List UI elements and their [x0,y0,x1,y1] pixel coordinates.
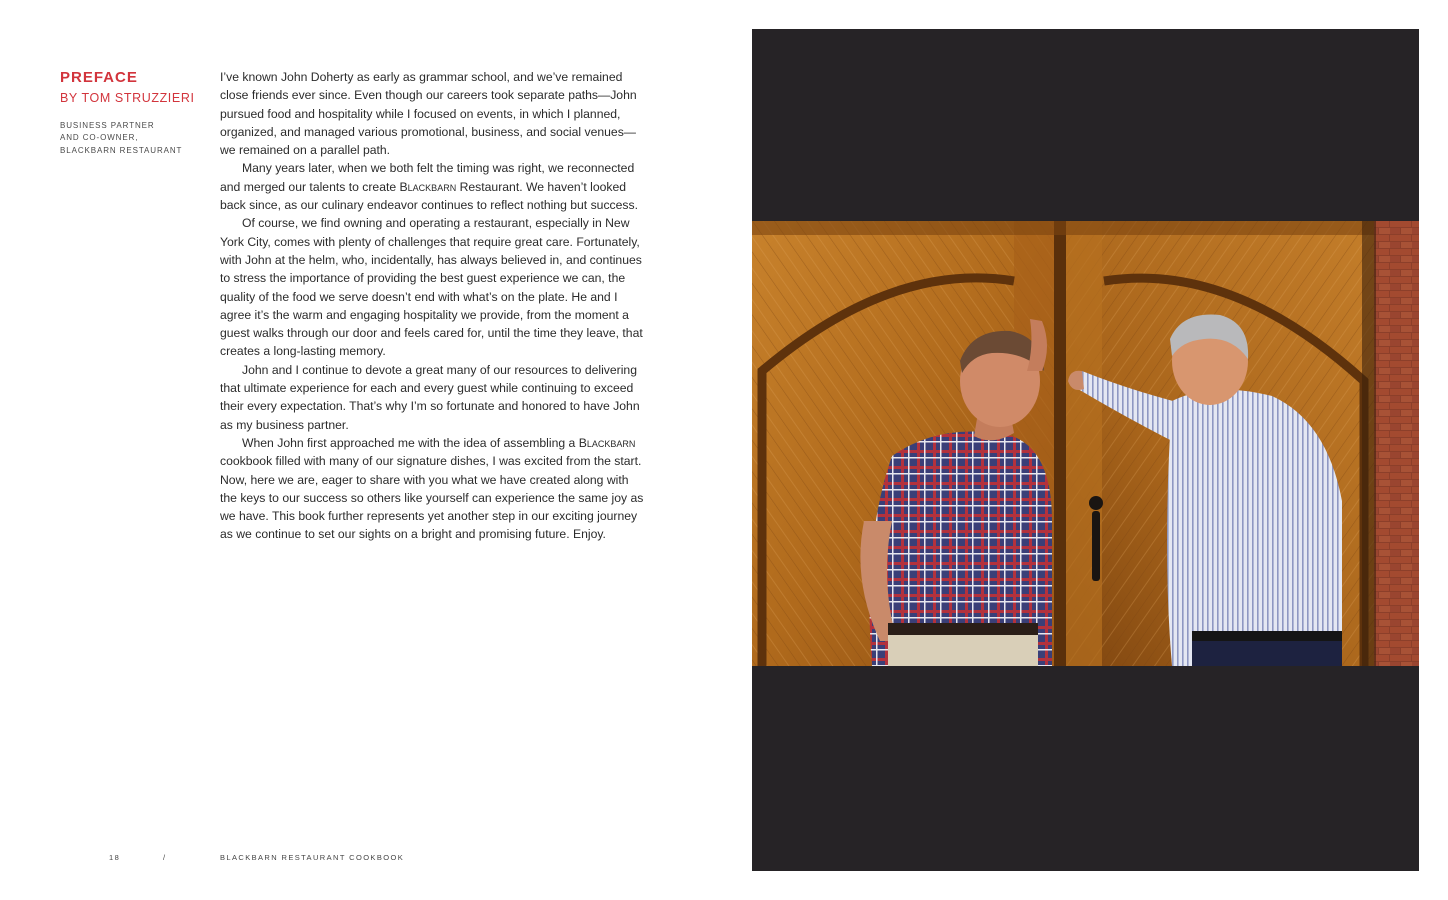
paragraph: Of course, we find owning and operating a restaurant, especially in New York City, comes with plenty of challenges that require great care. Fortunately, with John at the helm, who, incidentally, has always believed in, and continues to stress the importance of providing the best guest experience we can, the quality of the food we serve doesn’t end with what’s on the plate. He and I agree it’s the warm and engaging hospitality we provide, from the moment a guest walks through our door and feels cared for, until the time they leave, that creates a long-lasting memory. [220,216,643,359]
brand-name: Blackbarn [578,435,636,450]
page-number: 18 [109,853,121,862]
author-role [60,120,210,157]
role-line: BUSINESS PARTNER [60,121,155,130]
right-page [752,29,1419,871]
paragraph-text: Restaurant. We haven’t looked back since, as our culinary endeavor continues to reflect nothing but success. [220,179,638,213]
paragraph [220,434,645,544]
paragraph: John and I continue to devote a great many of our resources to delivering that ultimate experience for each and every guest while continuing to exceed their every expectation. That’s why I’m so fortunate and honored to have John as my business partner. [220,362,640,432]
chapter-title: PREFACE [60,69,138,86]
paragraph: I’ve known John Doherty as early as grammar school, and we’ve remained close friends ever since. Even though our careers took separate paths—John pursued food and hospitality while I focused on events, in which I planned, organized, and managed various promotional, business, and social venues—we remained on a parallel path. [220,70,637,158]
paragraph-text: Many years later, when we both felt the timing was right, we reconnected and merged our talents to create [220,161,635,194]
chapter-sidebar [60,68,210,157]
role-line: AND CO-OWNER, [60,133,139,143]
preface-body [220,68,645,544]
paragraph-text: cookbook filled with many of our signature dishes, I was excited from the start. Now, here we are, eager to share with you what we have created along with the keys to our success so others like yourself can experience the same joy as we have. This book further represents yet another step in our exciting journey as we continue to set our sights on a bright and promising future. Enjoy. [220,454,644,542]
photo-illustration [752,221,1419,666]
paragraph [220,159,645,214]
role-line: BLACKBARN RESTAURANT [60,145,183,155]
brand-name: Blackbarn [399,179,457,194]
paragraph-text: When John first approached me with the idea of assembling a [242,435,579,450]
photo-two-men-at-wooden-door [752,221,1419,666]
folio-separator: / [163,853,167,862]
author-byline: BY TOM STRUZZIERI [60,91,195,105]
running-footer-title: BLACKBARN RESTAURANT COOKBOOK [220,853,405,862]
